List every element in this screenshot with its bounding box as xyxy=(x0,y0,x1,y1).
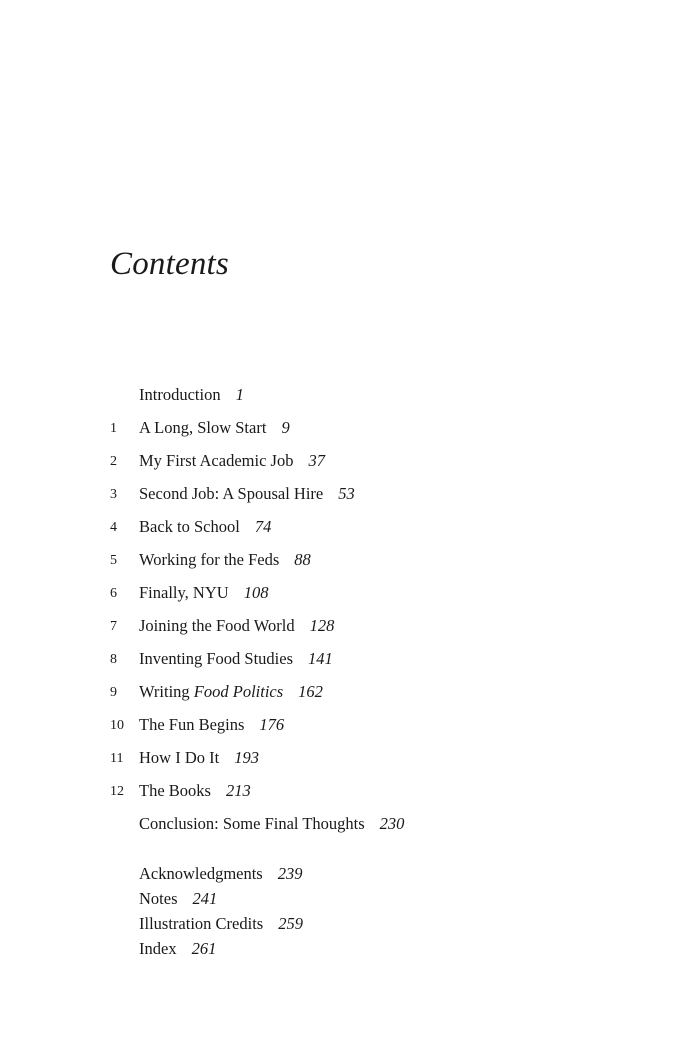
toc-entry xyxy=(0,482,700,506)
chapter-number: 8 xyxy=(110,652,117,667)
entry-title: Conclusion: Some Final Thoughts xyxy=(139,814,365,833)
chapter-number: 1 xyxy=(110,421,117,436)
chapter-number: 3 xyxy=(110,487,117,502)
chapter-number: 11 xyxy=(110,751,124,766)
entry-title: Index xyxy=(139,939,177,958)
entry-title: Working for the Feds xyxy=(139,550,280,569)
chapter-number: 9 xyxy=(110,685,117,700)
back-matter-entry xyxy=(0,937,700,961)
entry-title: Joining the Food World xyxy=(139,616,295,635)
entry-title: Inventing Food Studies xyxy=(139,649,294,668)
back-matter-entry xyxy=(0,862,700,886)
entry-title-italic: Food Politics xyxy=(193,682,284,701)
entry-title: Introduction xyxy=(139,385,221,404)
page-number: 74 xyxy=(254,517,272,536)
entry-title: Second Job: A Spousal Hire xyxy=(139,484,324,503)
page-number: 261 xyxy=(191,939,217,958)
toc-entry xyxy=(0,383,700,407)
toc-entry xyxy=(0,647,700,671)
page-number: 213 xyxy=(225,781,251,800)
back-matter-entry xyxy=(0,887,700,911)
toc-entry xyxy=(0,746,700,770)
chapter-number: 12 xyxy=(110,784,124,799)
page-number: 193 xyxy=(234,748,259,767)
toc-entry xyxy=(0,680,700,704)
page-number: 141 xyxy=(308,649,333,668)
page-number: 241 xyxy=(192,889,218,908)
toc-entry xyxy=(0,416,700,440)
toc-entry xyxy=(0,515,700,539)
page-number: 259 xyxy=(278,914,303,933)
toc-entry xyxy=(0,779,700,803)
chapter-number: 2 xyxy=(110,454,117,469)
page-number: 88 xyxy=(294,550,311,569)
back-matter-entry xyxy=(0,912,700,936)
entry-title-prefix: Writing xyxy=(139,682,194,701)
entry-title: Acknowledgments xyxy=(139,864,263,883)
page-title: Contents xyxy=(110,246,229,282)
toc-entry xyxy=(0,449,700,473)
entry-title: The Fun Begins xyxy=(139,715,245,734)
toc-entry xyxy=(0,614,700,638)
page-number: 128 xyxy=(309,616,335,635)
chapter-number: 6 xyxy=(110,586,117,601)
page-number: 162 xyxy=(298,682,323,701)
page-number: 108 xyxy=(243,583,269,602)
entry-title: The Books xyxy=(139,781,211,800)
chapter-number: 10 xyxy=(110,718,124,733)
page-number: 176 xyxy=(259,715,285,734)
entry-title: My First Academic Job xyxy=(139,451,294,470)
toc-entry xyxy=(0,812,700,836)
page-number: 239 xyxy=(277,864,303,883)
page-number: 1 xyxy=(235,385,244,404)
entry-title: Finally, NYU xyxy=(139,583,229,602)
entry-title: How I Do It xyxy=(139,748,220,767)
page-number: 230 xyxy=(379,814,405,833)
entry-title: Notes xyxy=(139,889,178,908)
page-number: 9 xyxy=(281,418,290,437)
toc-entry xyxy=(0,581,700,605)
toc-entry xyxy=(0,548,700,572)
entry-title: A Long, Slow Start xyxy=(139,418,267,437)
page-number: 53 xyxy=(338,484,355,503)
entry-title: Illustration Credits xyxy=(139,914,264,933)
chapter-number: 5 xyxy=(110,553,117,568)
chapter-number: 7 xyxy=(110,619,117,634)
toc-entry xyxy=(0,713,700,737)
entry-title: Back to School xyxy=(139,517,240,536)
page-number: 37 xyxy=(308,451,325,470)
chapter-number: 4 xyxy=(110,520,117,535)
